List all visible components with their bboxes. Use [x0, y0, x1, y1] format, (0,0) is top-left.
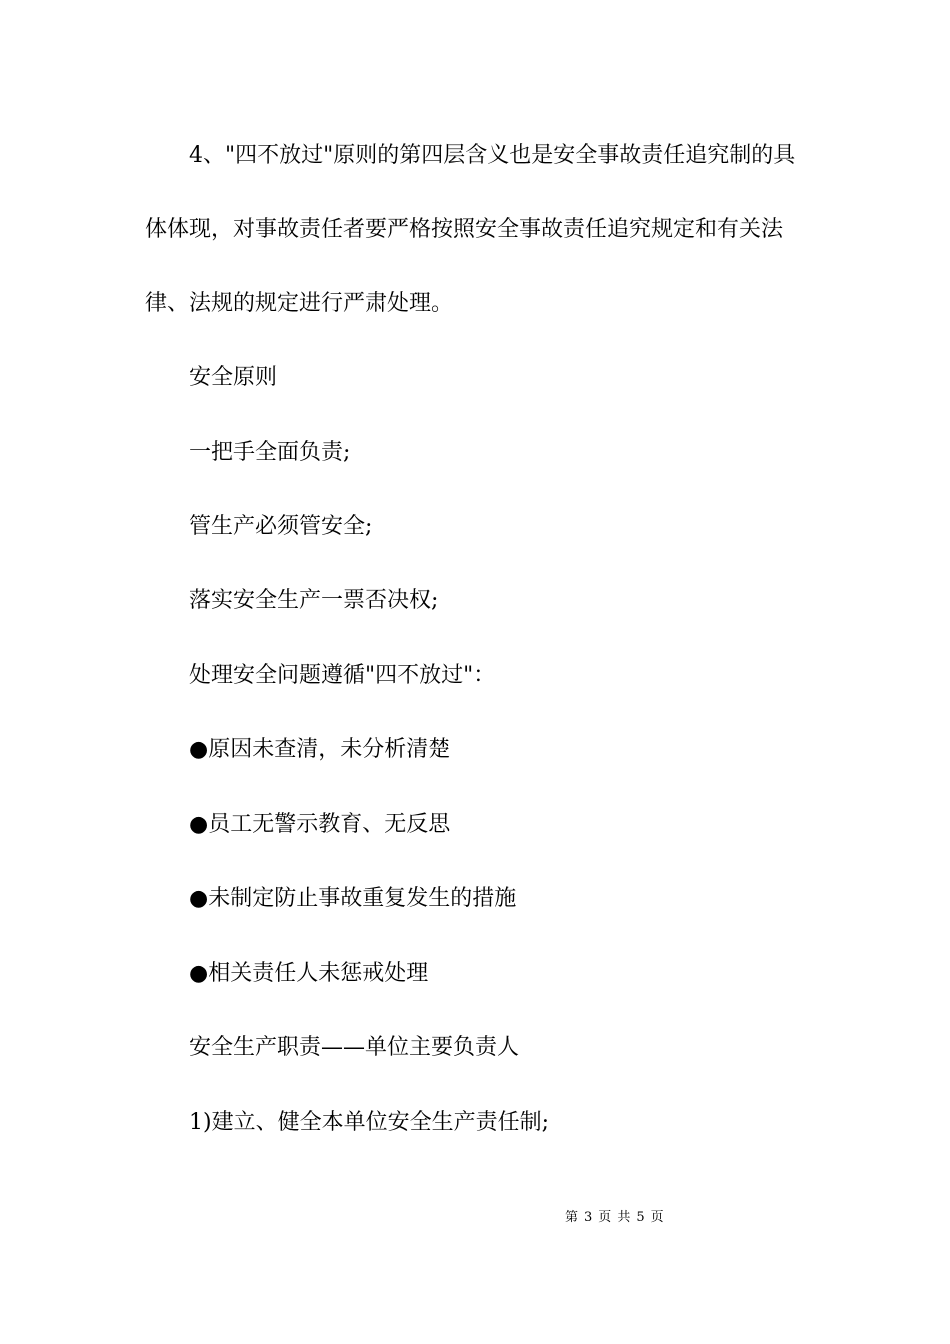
paragraph-line: 律、法规的规定进行严肃处理。	[145, 291, 454, 316]
duties-heading: 安全生产职责——单位主要负责人	[189, 1035, 520, 1060]
bullet-item: ●未制定防止事故重复发生的措施	[189, 886, 517, 911]
footer-total-pages: 5	[636, 1210, 645, 1225]
footer-ye: 页	[650, 1210, 664, 1225]
bullet-item: ●相关责任人未惩戒处理	[189, 961, 429, 986]
principle-item: 处理安全问题遵循"四不放过"：	[189, 663, 496, 688]
footer-di: 第	[565, 1210, 579, 1225]
principle-item: 落实安全生产一票否决权;	[189, 588, 439, 613]
paragraph-line: 4、"四不放过"原则的第四层含义也是安全事故责任追究制的具	[189, 143, 796, 168]
page-number	[565, 1209, 670, 1227]
footer-gong: 共	[617, 1210, 631, 1225]
principle-item: 一把手全面负责;	[189, 440, 351, 465]
paragraph-line: 体体现，对事故责任者要严格按照安全事故责任追究规定和有关法	[145, 217, 784, 242]
bullet-item: ●原因未查清，未分析清楚	[189, 737, 451, 762]
section-heading: 安全原则	[189, 365, 278, 390]
bullet-item: ●员工无警示教育、无反思	[189, 812, 451, 837]
duty-item: 1)建立、健全本单位安全生产责任制;	[189, 1110, 549, 1135]
footer-current-page: 3	[584, 1210, 593, 1225]
principle-item: 管生产必须管安全;	[189, 514, 373, 539]
footer-ye: 页	[598, 1210, 612, 1225]
